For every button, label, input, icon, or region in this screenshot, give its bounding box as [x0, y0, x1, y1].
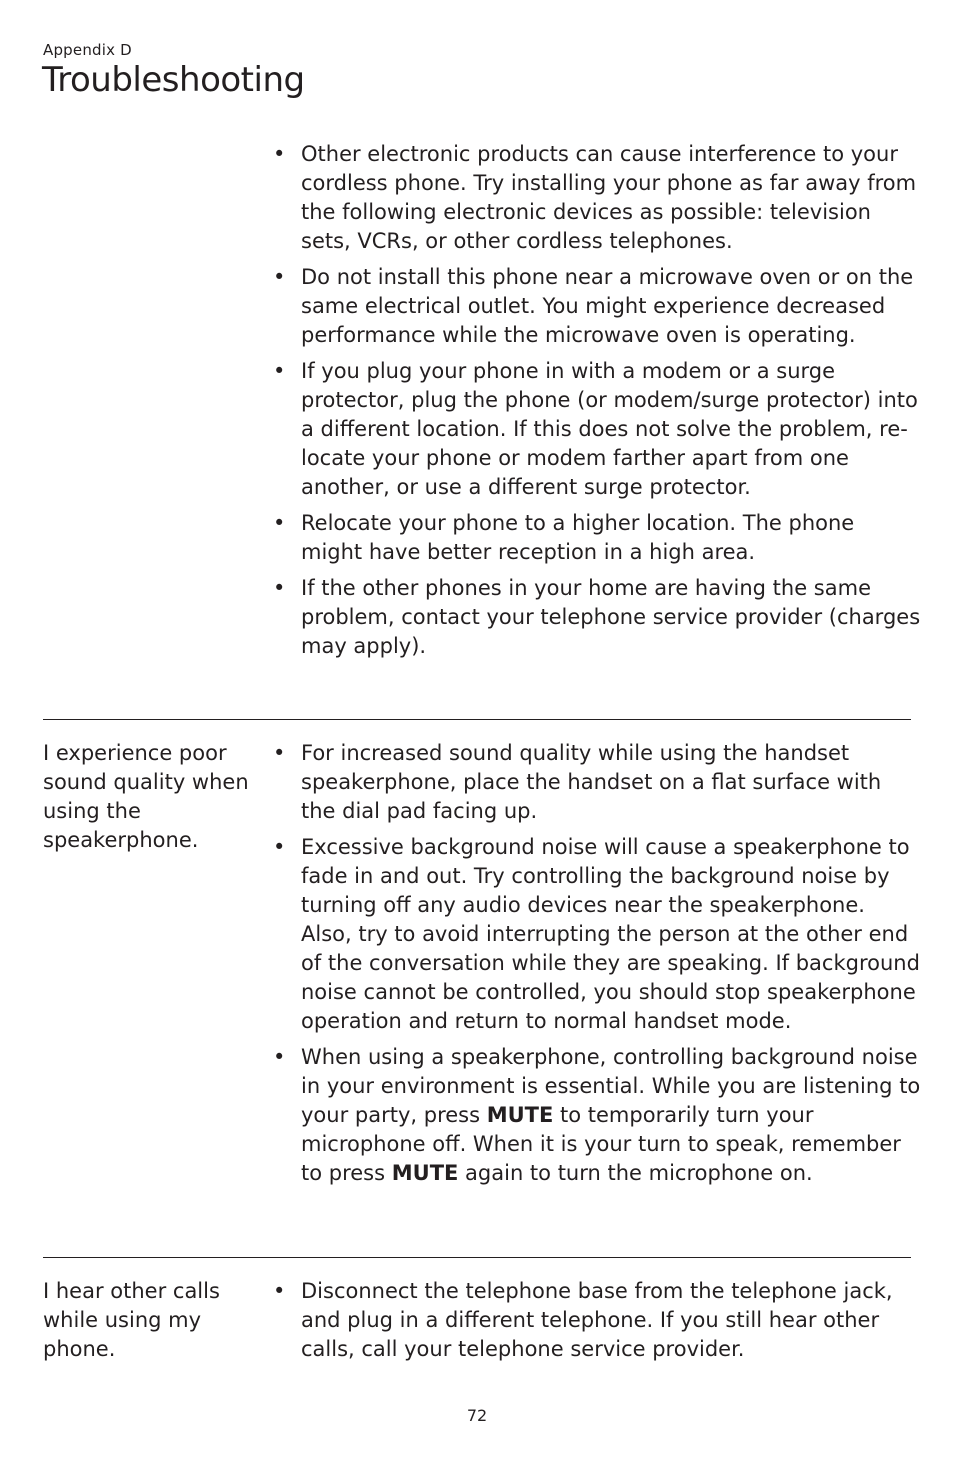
tip-text: If the other phones in your home are having the same problem, contact your telephone service provider (charges may apply). — [301, 576, 921, 658]
tip-text: Disconnect the telephone base from the telephone jack, and plug in a different telephone. If you still hear other calls, call your telephone service provider. — [301, 1279, 893, 1361]
bullet: • — [273, 835, 286, 859]
appendix-label: Appendix D — [43, 41, 132, 59]
mute-key: MUTE — [391, 1161, 459, 1185]
bullet: • — [273, 1045, 286, 1069]
list-item — [273, 1043, 921, 1188]
tips-list — [273, 739, 921, 1195]
bullet: • — [273, 265, 286, 289]
mute-key: MUTE — [486, 1103, 554, 1127]
tip-text: again to turn the microphone on. — [458, 1161, 813, 1185]
list-item — [273, 263, 921, 350]
tip-text: Do not install this phone near a microwave oven or on the same electrical outlet. You might experience decreased performance while the microwave oven is operating. — [301, 265, 914, 347]
tip-text: When using a speakerphone, controlling background noise in your environment is essential. While you are listening to your party, press — [301, 1045, 921, 1127]
tips-list — [273, 1277, 921, 1371]
page-title: Troubleshooting — [42, 60, 305, 100]
bullet: • — [273, 511, 286, 535]
tip-text: to temporarily turn your microphone off. When it is your turn to speak, remember to press — [301, 1103, 901, 1185]
list-item — [273, 833, 921, 1036]
list-item — [273, 739, 921, 826]
section-divider — [43, 1257, 911, 1258]
bullet: • — [273, 142, 286, 166]
bullet: • — [273, 576, 286, 600]
problem-label: I hear other calls while using my phone. — [43, 1279, 220, 1361]
page-number: 72 — [466, 1406, 488, 1425]
tip-text: For increased sound quality while using the handset speakerphone, place the handset on a flat surface with the dial pad facing up. — [301, 741, 882, 823]
tip-text: Excessive background noise will cause a speakerphone to fade in and out. Try controlling the background noise by turning off any audio devices near the speakerphone. Also, try to avoid interrupting the person at the other end of the conversation while they are speaking. If background noise cannot be controlled, you should stop speakerphone operation and return to normal handset mode. — [301, 835, 920, 1033]
tips-list — [273, 140, 921, 668]
list-item — [273, 357, 921, 502]
tip-text: If you plug your phone in with a modem or a surge protector, plug the phone (or modem/surge protector) into a different location. If this does not solve the problem, re-locate your phone or modem farther apart from one another, or use a different surge protector. — [301, 359, 918, 499]
list-item — [273, 1277, 921, 1364]
bullet: • — [273, 359, 286, 383]
problem-label: I experience poor sound quality when using the speakerphone. — [43, 741, 249, 852]
list-item — [273, 509, 921, 567]
tip-text: Relocate your phone to a higher location. The phone might have better reception in a high area. — [301, 511, 855, 564]
bullet: • — [273, 1279, 286, 1303]
section-divider — [43, 719, 911, 720]
tip-text: Other electronic products can cause interference to your cordless phone. Try installing your phone as far away from the following electronic devices as possible: television sets, VCRs, or other cordless telephones. — [301, 142, 917, 253]
list-item — [273, 574, 921, 661]
list-item — [273, 140, 921, 256]
bullet: • — [273, 741, 286, 765]
